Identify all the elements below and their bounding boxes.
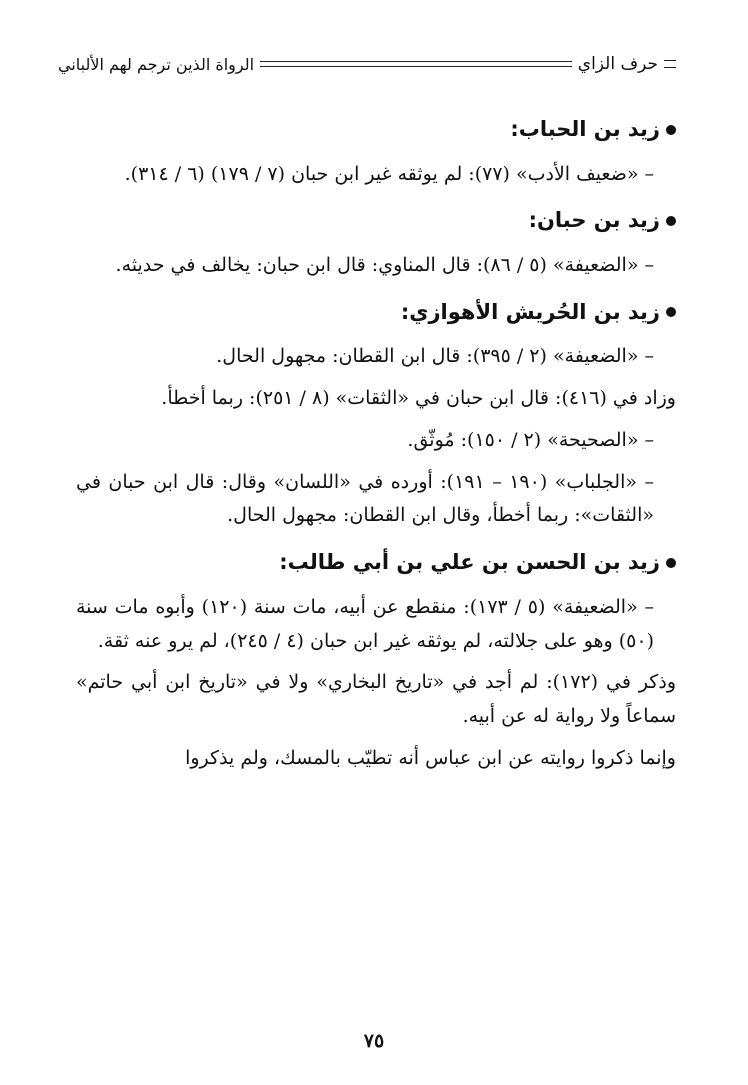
book-title: الرواة الذين ترجم لهم الألباني [58,54,255,74]
narrator-name: زيد بن الحُريش الأهوازي: [400,299,660,324]
narrator-heading [76,205,676,237]
citation-paragraph: – «الضعيفة» (٥ / ٨٦): قال المناوي: قال ابن حبان: يخالف في حديثه. [115,253,654,276]
citation-paragraph: وزاد في (٤١٦): قال ابن حبان في «الثقات» (٨ / ٢٥١): ربما أخطأ. [161,386,676,409]
bullet-icon [666,216,676,226]
narrator-heading [76,297,676,329]
page-number: ٧٥ [363,1030,385,1052]
citation-paragraph: – «الضعيفة» (٥ / ١٧٣): منقطع عن أبيه، مات سنة (١٢٠) وأبوه مات سنة (٥٠) وهو على جلالته، لم يوثقه غير ابن حبان (٤ / ٢٤٥)، لم يرو عنه ثقة. [76,595,655,652]
header-ornament [664,60,676,68]
bullet-icon [666,558,676,568]
narrator-name: زيد بن حبان: [528,208,660,233]
bullet-icon [666,307,676,317]
citation-paragraph: وإنما ذكروا روايته عن ابن عباس أنه تطيّب بالمسك، ولم يذكروا [185,746,676,769]
narrator-name: زيد بن الحباب: [510,117,660,141]
page-body [76,100,676,784]
citation-paragraph: – «الجلباب» (١٩٠ – ١٩١): أورده في «اللسان» وقال: قال ابن حبان في «الثقات»: ربما أخطأ، وقال ابن القطان: مجهول الحال. [76,470,654,527]
citation-paragraph: – «الصحيحة» (٢ / ١٥٠): مُوثّق. [407,428,654,451]
narrator-name: زيد بن الحسن بن علي بن أبي طالب: [279,550,660,575]
citation-paragraph: – «ضعيف الأدب» (٧٧): لم يوثقه غير ابن حبان (٧ / ١٧٩) (٦ / ٣١٤). [124,162,654,185]
citation-paragraph: – «الضعيفة» (٢ / ٣٩٥): قال ابن القطان: مجهول الحال. [216,345,654,368]
running-header [58,50,676,78]
header-rule [260,61,572,67]
narrator-heading [76,114,676,146]
citation-paragraph: وذكر في (١٧٢): لم أجد في «تاريخ البخاري» ولا في «تاريخ ابن أبي حاتم» سماعاً ولا رواية له عن أبيه. [76,671,676,728]
bullet-icon [666,125,676,135]
narrator-heading [76,547,676,579]
chapter-title: حرف الزاي [577,54,658,74]
